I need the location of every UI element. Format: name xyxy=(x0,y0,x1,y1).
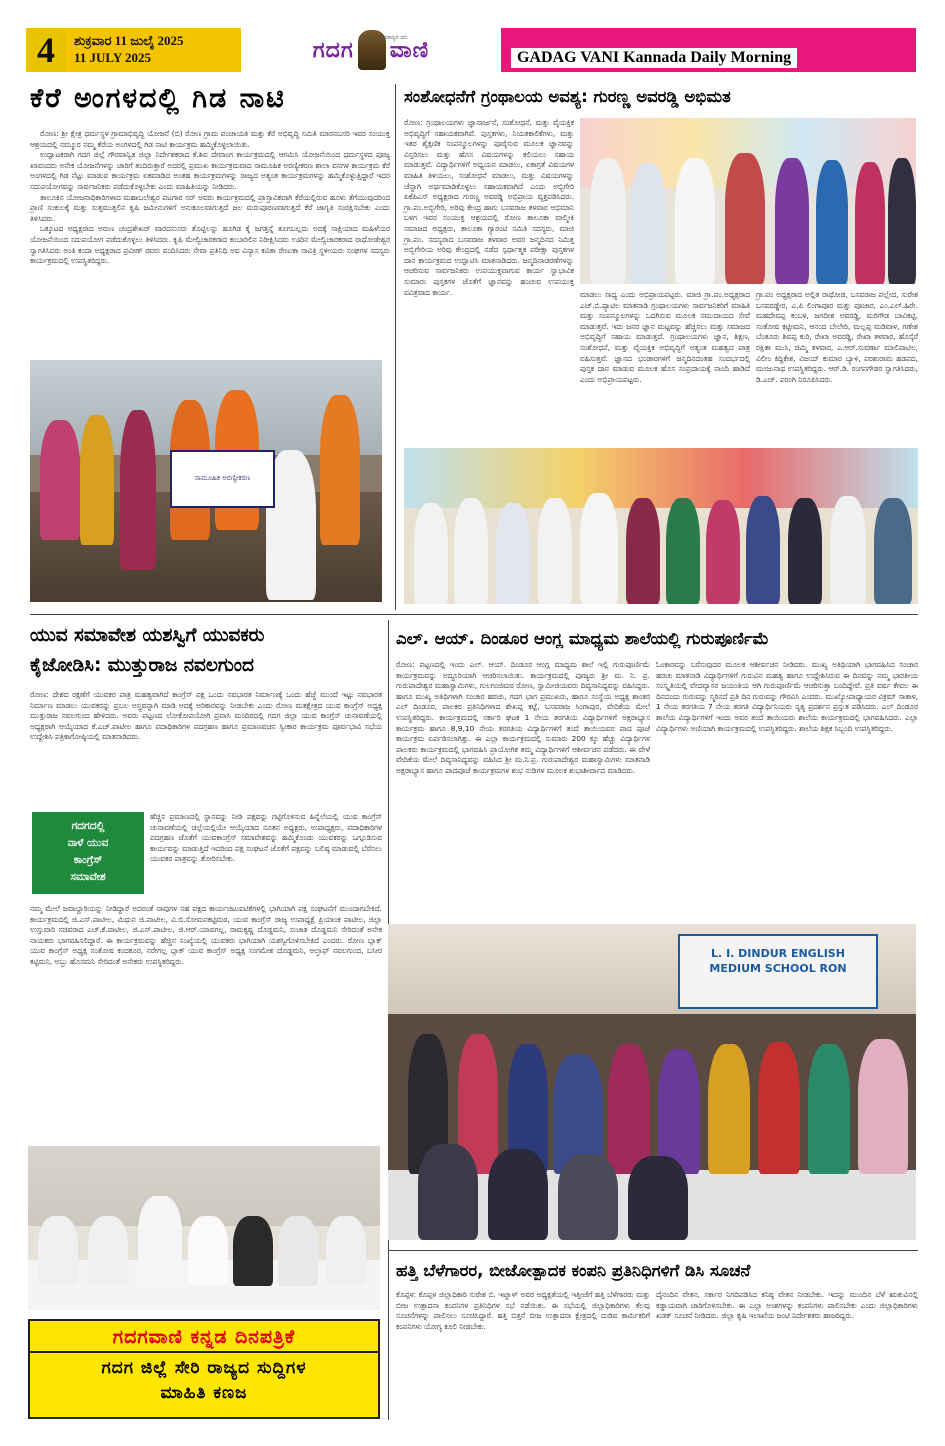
article3-photo xyxy=(28,1146,380,1310)
logo-text-right: ವಾಣಿ xyxy=(389,37,430,63)
section-divider xyxy=(30,614,918,615)
article1-headline: ಕೆರೆ ಅಂಗಳದಲ್ಲಿ ಗಿಡ ನಾಟಿ xyxy=(30,83,286,114)
date-english: 11 JULY 2025 xyxy=(74,50,152,65)
article1-para: ಉದ್ಘಾಟಕರಾಗಿ ಗದಗ ಜಿಲ್ಲೆ ಗೌರವಾನ್ವಿತ ಜಿಲ್ಲಾ ನಿರ್ದೇಶಕರಾದ ಕೆ.ಶಿವ ದೇವಾಂಗ ಕಾರ್ಯಕ್ರಮದಲ್ಲಿ ಆಗಮಿಸಿ ಯೋಜನೆಯಿಂದ ಧರ್ಮಸ್ಥಳದ ಪೂಜ್ಯ ಖಾವಂದರು ಅನೇಕ ಯೋಜನೆಗಳನ್ನು ಜಾರಿಗೆ ತಂದಿರುತ್ತಾರೆ ಅದರಲ್ಲಿ ಪ್ರಮುಖ ಕಾರ್ಯಕ್ರಮವಾದ ಸಾಮೂಹಿಕ ಅರಣ್ಯೀಕರಣ ಶಾಲಾ ವನಗಳ ಕಾರ್ಯಕ್ರಮ ಕೆರೆ ಅಂಗಳದಲ್ಲಿ ಗಿಡ ನೆಟ್ಟು ಮಾಡುವ ಕಾರ್ಯಕ್ರಮ ಏಕಮಾಡಿದ ಅಂತಹ ಕಾರ್ಯಕ್ರಮಗಳನ್ನು ರಾಜ್ಯದ ಅತ್ಯಂತ ಕಾರ್ಯಕ್ರಮಗಳನ್ನು ಹಮ್ಮಿಕೊಳ್ಳುತ್ತಿದ್ದಾರೆ ಇದರ ಸದುಪಯೋಗವನ್ನು ಸಾರ್ವಜನಿಕರು ಪಡೆದುಕೊಳ್ಳಬೇಕು ಎಂದು ಮಾಹಿತಿಯನ್ನು ನೀಡಿದರು. xyxy=(30,150,390,191)
article4-photo xyxy=(388,924,916,1240)
advert-line1: ಗದಗವಾಣಿ ಕನ್ನಡ ದಿನಪತ್ರಿಕೆ xyxy=(112,1326,296,1348)
article2-photo-top xyxy=(580,118,916,284)
article3-sidebar-box xyxy=(32,812,144,894)
article4-col2: ಓಂಕಾರವನ್ನು ಬರೆಸುವುದರ ಮೂಲಕ ಆಶೀರ್ವಚನ ನೀಡಿದರು. ಮುಖ್ಯ ಅತಿಥಿಯಾಗಿ ಭಾಗವಹಿಸಿದ ಸಂಚಾರ ಹರಚು ಮಾತನಾಡಿ ವಿದ್ಯಾರ್ಥಿಗಳಿಗೆ ಗುರುವಿನ ಮಹತ್ವ ಹಾಗೂ ಉದ್ದೇಶಿಸಿರುವ ಈ ದಿನವನ್ನು ನಮ್ಮ ಭಾರತೀಯ ಸಂಸ್ಕೃತಿಯಲ್ಲಿ ವೇದವ್ಯಾಸರ ಜಯಂತಿಯ ಆಗಿ ಗುರುಪೂರ್ಣಿಮೆ ಆಚರಿಸುತ್ತಾ ಬಂದಿದ್ದೇವೆ. ಪ್ರತಿ ವರ್ಷ ಕೇವಲ ಈ ದಿನದಂದು ಗುರುವನ್ನು ಸ್ಮರಿಸದೆ ಪ್ರತಿ ದಿನ ಗುರುವನ್ನು ಗೌರವಿಸಿ ಎಂದರು. ಮುಖ್ಯೋಪಾಧ್ಯಾಯರ ವಿಕ್ರಮ್ ಸಾತಾಳ, 1 ನೇಯ ತರಗತಿಯ 7 ನೇಯ ತರಗತಿ ವಿದ್ಯಾರ್ಥಿನಿಯರು ನೃತ್ಯ ಪ್ರದರ್ಶನ ಪ್ರಸ್ತುತ ಪಡಿಸಿದರು. ಎಲ್ ದಿಂಡೂರ ಶಾಲೆಯ ವಿದ್ಯಾರ್ಥಿಗಳಿಗೆ ಇಂದು ಅವರ ತಂದೆ ತಾಯಿಯರು ಶಾಲೆಯ ಕಾರ್ಯಕ್ರಮದಲ್ಲಿ ಭಾಗವಹಿಸಿದರು. ಎಲ್ಲಾ ವಿದ್ಯಾರ್ಥಿಗಳು ಅಣಿಯಾಗಿ ಕಾರ್ಯಕ್ರಮದಲ್ಲಿ ಉಪಸ್ಥಿತರಿದ್ದರು. ಶಾಲೆಯ ಶಿಕ್ಷಕ ಸಿಬ್ಬಂದಿ ಉಪಸ್ಥಿತರಿದ್ದರು. xyxy=(656,660,918,733)
article5-col1: ಕೊಪ್ಪಳ: ಕೊಪ್ಪಳ ಜಿಲ್ಲಾಧಿಕಾರಿ ಸುರೇಶ ಬಿ. ಇಟ್ನಾಳ್ ಅವರ ಅಧ್ಯಕ್ಷತೆಯಲ್ಲಿ ಇತ್ತೀಚೆಗೆ ಹತ್ತಿ ಬೆಳೆಗಾರರು ಮತ್ತು ಬೀಜ ಉತ್ಪಾದನಾ ಕಂಪನಿಗಳ ಪ್ರತಿನಿಧಿಗಳ ಸಭೆ ನಡೆಯಿತು. ಈ ಸಭೆಯಲ್ಲಿ ಜಿಲ್ಲಾಧಿಕಾರಿಗಳು ಕೆಲವು ಸೂಚನೆಗಳನ್ನು ಪಾಲಿಸಲು ಸೂಚಿಸಿದ್ದಾರೆ. ಹತ್ತಿ ಬಿತ್ತನೆ ಬೀಜ ಉತ್ಪಾದನಾ ಕ್ಷೇತ್ರದಲ್ಲಿ ದುಡಿವ ಕಾರ್ಮಿಕರಿಗೆ ಕಂಪನಿಗಳು ಯೋಗ್ಯ ಕೂಲಿ ನೀಡಬೇಕು. xyxy=(396,1290,650,1331)
article5-col2: ದೈನಂದಿನ ವೇತನ, ಸರ್ಕಾರ ನಿಗದಿಪಡಿಸಿದ ಕನಿಷ್ಠ ವೇತನ ನೀಡಬೇಕು. ಇದನ್ನು ಮುಂದಿನ ಬೆಳೆ ಋತುವಿನಲ್ಲಿ ಕಡ್ಡಾಯವಾಗಿ ಜಾರಿಗೊಳಿಸಬೇಕು. ಈ ಎಲ್ಲಾ ಅಂಶಗಳನ್ನು ಕಂಪನಿಗಳು ಪಾಲಿಸಬೇಕು ಎಂದು ಜಿಲ್ಲಾಧಿಕಾರಿಗಳು ಖಡಕ್ ಸೂಚನೆ ನೀಡಿದರು. ಜಿಲ್ಲಾ ಕೃಷಿ ಇಲಾಖೆಯ ಜಂಟಿ ನಿರ್ದೇಶಕರು ಹಾಜರಿದ್ದರು. xyxy=(656,1290,918,1321)
date-kannada: ಶುಕ್ರವಾರ 11 ಜುಲೈ 2025 xyxy=(74,33,184,48)
paper-name: GADAG VANI Kannada Daily Morning xyxy=(511,48,797,68)
newspaper-advert xyxy=(28,1319,380,1419)
advert-line2: ಗದಗ ಜಿಲ್ಲೆ ಸೇರಿ ರಾಜ್ಯದ ಸುದ್ದಿಗಳ xyxy=(101,1358,307,1378)
article3-body-bottom: ನಮ್ಮ ಮೇಲೆ ಜವಾಬ್ದಾರಿಯನ್ನು ನೀಡಿದ್ದಾರೆ ಅದರಂತೆ ನಾವುಗಳ ಸಹ ಪಕ್ಷದ ಕಾರ್ಯಚಟುವಟಿಕೆಗಳಲ್ಲಿ ಭಾಗಿಯಾಗಿ ಪಕ್ಷ ಸಂಘಟನೆಗೆ ಮುಂದಾಗಬೇಕಿದೆ. ಕಾರ್ಯಕ್ರಮದಲ್ಲಿ ಜಿ.ಎಸ್.ಪಾಟೀಲ, ಮಿಥುನ ಜಿ.ಪಾಟೀಲ, ವಿ.ಬಿ.ಸೋಮನಕಟ್ಟಿಮಠ, ಯುವ ಕಾಂಗ್ರೆಸ್ ರಾಜ್ಯ ಉಪಾಧ್ಯಕ್ಷೆ ಪ್ರಿಯಾಂಕ ಪಾಟೀಲ, ಜಿಲ್ಲಾ ಉಸ್ತುವಾರಿ ಸಚಿವರಾದ ಎಚ್.ಕೆ.ಪಾಟೀಲ, ಜಿ.ಎಸ್.ಪಾಟೀಲ, ಜಿ.ಆರ್.ಯಾವಗಲ್ಲ, ರಾಮಕೃಷ್ಣ ದೊಡ್ಡಮನಿ, ಸುಜಾತ ದೊಡ್ಡಮನಿ ಸೇರಿದಂತೆ ಅನೇಕ ನಾಯಕರು ಭಾಗವಹಿಸಲಿದ್ದಾರೆ. ಈ ಕಾರ್ಯಕ್ರಮವನ್ನು ಹೆಚ್ಚಿನ ಸಂಖ್ಯೆಯಲ್ಲಿ ಯುವಕರು ಭಾಗಿಯಾಗಿ ಯಶಸ್ವಿಗೊಳಿಸಬೇಕಿದೆ ಎಂದರು. ರೋಣ ಬ್ಲಾಕ್ ಯುವ ಕಾಂಗ್ರೆಸ್ ಅಧ್ಯಕ್ಷ ಸಂತೋಷ ಕಂದಕೂರ, ನರೇಗಲ್ಲ ಬ್ಲಾಕ್ ಯುವ ಕಾಂಗ್ರೆಸ್ ಅಧ್ಯಕ್ಷ ಸಂಗಮೇಶ ದೊಡ್ಡಮನಿ, ಅಲ್ತಾಫ್ ನವಲಗುಂದ, ಬಸೀರ ಕಟ್ಟಿಮನಿ, ಅಬ್ಬು ಹೊಸಮನಿ ಸೇರಿದಂತೆ ಅನೇಕರು ಉಪಸ್ಥಿತರಿದ್ದರು. xyxy=(30,904,382,966)
sidebar-line: ಸಮಾವೇಶ xyxy=(70,871,106,883)
article2-col3: ಗ್ರಾ.ಪಂ ಅಧ್ಯಕ್ಷರಾದ ಅಲ್ಲಿತ ರಾಥೋಡ, ಬಸವರಾಜ ಪಲ್ಲೇದ, ಸುರೇಶ ಬಸವರಡ್ಡೇರ, ಎ.ಪಿ ಲಿಂಗಾಪೂರ ಮತ್ತು ಪೂಜಾರ, ಎಂ.ಎಲ್.ಹಿರೇ. ಮಹದೇವಪ್ಪ ಕಂಬಳಿ, ಜಗದೀಶ ಅವರಡ್ಡಿ, ಮರಿಗೌಡ ಬಾವಿಕಟ್ಟಿ, ಸಂತೋಷ ಕಟ್ಟೀಮನಿ, ಆನಂದ ಬೇಲೇರಿ, ಮಲ್ಲಪ್ಪ ಮಡಿವಾಳ, ಗಣೇಶ ಬೆಂತೂರು ಶಿವಪ್ಪ ಕುರಿ, ರೇಖಾ ಅವರಡ್ಡಿ, ರೇಖಾ ತಳವಾರ, ಹೊಸ್ಕೆರೆ ರಕ್ಷಿತಾ ಮುಸಿ, ಚಿಮ್ಮಿ ತಳವಾರ, ಎ.ಆರ್.ಸುವರ್ಣಾ ಮಾಲಿಪಾಟಿಲ, ವಿಲೀಂ ಕಿದ್ದಿಕೇಶ, ವಿಜಯ್ ಕುಮಾರ ಬ್ಯಾಳಿ, ಪರಶುರಾಮ ಹಡಪದ, ಮಂಜುನಾಥ ಉಪಸ್ಥಿತರಿದ್ದರು. ಆರ್.ಡಿ. ರಂಗನಗೌಡರ ಸ್ವಾಗತಿಸಿದರು, ಡಿ.ಎಚ್. ಪರಂಗಿ ನಿರೂಪಿಸಿದರು. xyxy=(756,290,918,384)
advert-divider xyxy=(30,1351,378,1353)
page-number: 4 xyxy=(26,28,66,72)
newspaper-logo xyxy=(241,28,501,72)
sidebar-line: ಕಾಂಗ್ರೆಸ್ xyxy=(73,854,103,866)
article4-col1: ರೋಣ: ಪಟ್ಟಣದಲ್ಲಿ ಇಂದು ಎಲ್. ಆಯ್. ದಿಂಡೂರ ಆಂಗ್ಲ ಮಾಧ್ಯಮ ಶಾಲೆ ಇಲ್ಲಿ ಗುರುಪೂರ್ಣಿಮೆ ಕಾರ್ಯಕ್ರಮವನ್ನು ಅದ್ದೂರಿಯಾಗಿ ಆಚರಿಸಲಾಯಿತು. ಕಾರ್ಯಕ್ರಮದಲ್ಲಿ ಪೂಜ್ಯರು ಶ್ರೀ ಮ. ನಿ. ಪ್ರ. ಗುರುಪಾದೇಶ್ವರ ಮಹಾಸ್ವಾಮಿಗಳು, ಗುಲಗಂಜಿಮಠ ರೋಣ, ಸ್ವಾಮೀಜಿಯವರು ದಿವ್ಯಸಾನಿಧ್ಯವನ್ನು ವಹಿಸಿದ್ದರು. ಹಾಗೂ ಮುಖ್ಯ ಅತಿಥಿಗಳಾಗಿ ಸಂಚಾರ ಹರಚು, ಗದಗ ಭಾಗ ಪ್ರಮುಖರು, ಹಾಗೂ ಸಂಸ್ಥೆಯ ಅಧ್ಯಕ್ಷ ಶಾಂತರ ಎಲ್ ದಿಂಡೂರ, ಪಾಲಕರ ಪ್ರತಿನಿಧಿಗಳಾದ ಶೇಖಪ್ಪ ಕಟ್ಟೆ, ಬಸವರಾಜ ಸಿಂಗಾಪುರ, ವೇದಿಕೆಯ ಮೇಲೆ ಉಪಸ್ಥಿತರಿದ್ದರು. ಕಾರ್ಯಕ್ರಮದಲ್ಲಿ ಸರ್ಕಾರಿ ಘಟಕ 1 ನೇಯ ತರಗತಿಯ ವಿದ್ಯಾರ್ಥಿಗಳಿಗೆ ಅಕ್ಷರಾಭ್ಯಾಸ ಕಾರ್ಯಕ್ರಮ ಹಾಗೂ 8,9,10 ನೇಯ ತರಗತಿಯ ವಿದ್ಯಾರ್ಥಿಗಳಿಗೆ ತಂದೆ ತಾಯಿಯವರ ಪಾದ ಪೂಜೆ ಕಾರ್ಯಕ್ರಮ ಏರ್ಪಡಿಸಲಾಗಿತ್ತು. ಈ ಎಲ್ಲಾ ಕಾರ್ಯಕ್ರಮದಲ್ಲಿ ಸುಮಾರು 200 ಕ್ಕೂ ಹೆಚ್ಚು ವಿದ್ಯಾರ್ಥಿಗಳ ಪಾಲಕರು ಕಾರ್ಯಕ್ರಮದಲ್ಲಿ ಭಾಗವಹಿಸಿ ಪ್ರಾಯೋಗಿಕ ತಮ್ಮ ವಿದ್ಯಾರ್ಥಿಗಳಿಗೆ ಆಶೀರ್ವಚನ ಪಡೆದರು. ಈ ವೇಳೆ ವೇದಿಕೆಯ ಮೇಲೆ ದಿವ್ಯಸಾನಿಧ್ಯವನ್ನು ವಹಿಸಿದ ಶ್ರೀ ಮ.ನಿ.ಪ್ರ. ಗುರುಪಾದೇಶ್ವರ ಮಹಾಸ್ವಾಮಿಗಳು ಮಾತನಾಡಿ ಅಕ್ಷರಾಭ್ಯಾಸ ಹಾಗೂ ಪಾದಪೂಜೆ ಕಾರ್ಯಕ್ರಮಗಳ ಶುಭ ನುಡಿಗಳ ಮೂಲಕ ಶುಭಾಶೀರ್ವಾದ ಮಾಡಿದರು. xyxy=(396,660,650,775)
article3-headline-line1: ಯುವ ಸಮಾವೇಶ ಯಶಸ್ವಿಗೆ ಯುವಕರು xyxy=(30,625,265,646)
article1-para: ರೋಣ: ಶ್ರೀ ಕ್ಷೇತ್ರ ಧರ್ಮಸ್ಥಳ ಗ್ರಾಮಾಭಿವೃದ್ಧಿ ಯೋಜನೆ (ಬಿ) ರೋಣ ಗ್ರಾಮ ಪಂಚಾಯತಿ ಮತ್ತು ಕೆರೆ ಅಭಿವೃದ್ಧಿ ಸಮಿತಿ ಮಾರನಬಸರಿ ಇವರ ಸಂಯುಕ್ತ ಆಶ್ರಯದಲ್ಲಿ ನಮ್ಮೂರ ನಮ್ಮ ಕೆರೆಯ ಅಂಗಳದಲ್ಲಿ ಗಿಡ ನಾಟಿ ಕಾರ್ಯಕ್ರಮ ಹಮ್ಮಿಕೊಳ್ಳಲಾಯಿತು. xyxy=(30,129,390,149)
logo-tagline: ಇದು ಜನಸಾಮಾನ್ಯರ ದನಿ xyxy=(359,34,408,41)
article1-para: ತಾಲೂಕಿನ ಯೋಜನಾಧಿಕಾರಿಗಳಾದ ಮಹಾಬಲೇಶ್ವರ ಪಟಗಾರ ಸರ್ ಅವರು ಕಾರ್ಯಕ್ರಮದಲ್ಲಿ ಪ್ರಾಸ್ತಾವಿಕವಾಗಿ ಕೆರೆಯಲ್ಲಿರುವ ಹೂಳು ತೆಗೆಯುವುದರಿಂದ ಪ್ರಾಣಿ ಸಂಕುಲಕ್ಕೆ ಮತ್ತು ಸುತ್ತಮುತ್ತಲಿನ ಕೃಷಿ ಜಮೀನುಗಳಿಗೆ ಅನುಕೂಲವಾಗುತ್ತದೆ ಜಲ ಮರುಪೂರಣವಾಗುತ್ತದೆ ಕೆರೆ ಜಾಗೃತಿ ಸಂರಕ್ಷಿಸಬೇಕು ಎಂದು ತಿಳಿಸಿದರು. xyxy=(30,192,390,223)
article2-col2: ಮಾಡಲು ಸಾಧ್ಯ ಎಂದು ಅಭಿಪ್ರಾಯಪಟ್ಟರು. ಮಾಜಿ ಗ್ರಾ.ಪಂ.ಅಧ್ಯಕ್ಷರಾದ ಎಚ್.ಬಿ.ಪ್ಯಾಟಿಲ ಮಾತನಾಡಿ ಗ್ರಂಥಾಲಯಗಳು ಸಾರ್ವಜನಿಕರಿಗೆ ಮಾಹಿತಿ ಮತ್ತು ಸಂಪನ್ಮೂಲಗಳನ್ನು ಒದಗಿಸುವ ಮೂಲಕ ಸಮುದಾಯದ ಸೇವೆ ಮಾಡುತ್ತವೆ. ಇದು ಜನರ ಜ್ಞಾನ ಮಟ್ಟವನ್ನು ಹೆಚ್ಚಿಸಲು ಮತ್ತು ಸಮಾಜದ ಅಭಿವೃದ್ಧಿಗೆ ಸಹಾಯ ಮಾಡುತ್ತದೆ. ಗ್ರಂಥಾಲಯಗಳು ಜ್ಞಾನ, ಶಿಕ್ಷಣ, ಸಂಶೋಧನೆ, ಮತ್ತು ವೈಯಕ್ತಿಕ ಅಭಿವೃದ್ಧಿಗೆ ಅತ್ಯಂತ ಮಹತ್ವದ ಪಾತ್ರ ವಹಿಸುತ್ತವೆ. ಜ್ಞಾನದ ಭಂಡಾರಗಳಿಗೆ ಜನ್ಮದಿನದಂತಹ ಸಂದರ್ಭದಲ್ಲಿ ಪುಸ್ತಕ ದಾನ ಮಾಡುವ ಮೂಲಕ ಹೊಸ ಸಂಪ್ರದಾಯಕ್ಕೆ ನಾಂದಿ ಹಾಡಿದೆ ಎಂದು ಅಭಿಪ್ರಾಯಪಟ್ಟರು. xyxy=(580,290,750,384)
article3-body-top: ರೋಣ: ದೇಶದ ರಕ್ಷಣೆಗೆ ಯುವಕರ ಪಾತ್ರ ಮಹತ್ವವಾಗಿದೆ ಕಾಂಗ್ರೆಸ್ ಪಕ್ಷ ಒಂದು ನವಭಾರತ ನಿರ್ಮಾಣಕ್ಕೆ ಒಂದು ಹೆಜ್ಜೆ ಮುಂದೆ ಇಟ್ಟು ನವಭಾರತ ನಿರ್ಮಾಣ ಮಾಡಲು ಯುವಕರನ್ನು ಪ್ರಬಲ ಅಸ್ತ್ರವನ್ನಾಗಿ ಮಾಡಿ ಅದಕ್ಕೆ ಅರಿಕಾರವನ್ನು ನೀಡಬೇಕು ಎಂದು ರೋಣ ಮತಕ್ಷೇತ್ರದ ಯುವ ಕಾಂಗ್ರೆಸ್ ಅಧ್ಯಕ್ಷ ಮುತ್ತುರಾಜ ನವಲಗುಂದ ಹೇಳಿದರು. ಅವರು ಪಟ್ಟಣದ ಲೋಕೋಪಯೋಗಿ ಪ್ರವಾಸಿ ಮಂದಿರದಲ್ಲಿ ಗದಗ ಜಿಲ್ಲಾ ಯುವ ಕಾಂಗ್ರೆಸ್ ಚುನಾವಣೆಯಲ್ಲಿ ಅಧ್ಯಕ್ಷರಾಗಿ ಆಯ್ಕೆಯಾದ ಕೆ.ಎಚ್.ಪಾಟೀಲ ಹಾಗೂ ಪದಾಧಿಕಾರಿಗಳ ಪದಗ್ರಹಣ ಹಾಗೂ ಪ್ರಮಾಣವಚನ ಸ್ವೀಕಾರ ಕಾರ್ಯಕ್ರಮ ಪೂರ್ವಭಾವಿ ಸಭೆಯ ಉದ್ದೇಶಿಸಿ ಪತ್ರಿಕಾಗೋಷ್ಠಿಯಲ್ಲಿ ಮಾತನಾಡಿದರು. xyxy=(30,690,382,742)
section-divider xyxy=(388,1250,918,1251)
article5-headline: ಹತ್ತಿ ಬೆಳೆಗಾರರ, ಬೀಜೋತ್ಪಾದಕ ಕಂಪನಿ ಪ್ರತಿನಿಧಿಗಳಿಗೆ ಡಿಸಿ ಸೂಚನೆ xyxy=(396,1261,751,1280)
article1-para: ಒಕ್ಕೂಟದ ಅಧ್ಯಕ್ಷರಾದ ಅರುಣ ಚಂದ್ರಶೇಖರ್ ವಾರದಸುಸರು ತೊಟ್ಟಿಲನ್ನು ಹೂಗಿಡ ಕೈ ಜಗತ್ತನ್ನೆ ತೂಗಬಲ್ಲದು ಅದಕ್ಕೆ ಸಾಕ್ಷಿಯಾದ ಮಹಿಳೆಯರ ಯೋಜನೆಯಿಂದ ಸದುಪಯೋಗ ಪಡೆದುಕೊಳ್ಳಲು ತಿಳಿಸಿದರು. ಕೃಷಿ ಮೇಲ್ವಿಚಾರಕರಾದ ಕಂಬಾರಿಲಿನ ನಿರೀಕ್ಷಿಸಿದರು ಊರಿನ ಮೇಲ್ವಿಚಾರಕರಾದ ರಾಥೋಡೇಶ್ವರ ಸ್ವಾಗತಿಸಿದರು ಅಂತಿ ಕಂದಾ ಅಧ್ಯಕ್ಷರಾದ ಪ್ರವೀಣ್ ರವರು ವಂದಿಸಿದರು ಸೇವಾ ಪ್ರತಿನಿಧಿ ಅವ ವಿನ್ಯಾಸ ಕವಿತಾ ರೇಣುಕಾ ಸಾವಿತ್ರಿ ಸ್ಥಳೀಯರು ಸಂಘಗಳ ಸದಸ್ಯರು ಕಾರ್ಯಕ್ರಮದಲ್ಲಿ ಉಪಸ್ಥಿತರಿದ್ದರು. xyxy=(30,224,390,266)
article2-col1: ರೋಣ: ಗ್ರಂಥಾಲಯಗಳು ಜ್ಞಾನಾರ್ಜನೆ, ಸಂಶೋಧನೆ, ಮತ್ತು ವೈಯಕ್ತಿಕ ಅಭಿವೃದ್ಧಿಗೆ ಸಹಾಯಕವಾಗಿವೆ. ಪುಸ್ತಕಗಳು, ನಿಯತಕಾಲಿಕೆಗಳು, ಮತ್ತು ಇತರ ಶೈಕ್ಷಣಿಕ ಸಂಪನ್ಮೂಲಗಳನ್ನು ಪೂರೈಸುವ ಮೂಲಕ ಜ್ಞಾನವನ್ನು ವಿಸ್ತರಿಸಲು ಮತ್ತು ಹೊಸ ವಿಷಯಗಳನ್ನು ಕಲಿಯಲು ಸಹಾಯ ಮಾಡುತ್ತವೆ. ವಿದ್ಯಾರ್ಥಿಗಳಿಗೆ ಅಧ್ಯಯನ ಮಾಡಲು, ಏಕಾಗ್ರತೆ ವಿಷಯಗಳ ಮಾಹಿತಿ ತಿಳಿಯಲು, ಸಂಶೋಧನೆ ಮಾಡಲು, ಮತ್ತು ವಿಷಯಗಳನ್ನು ಚೆನ್ನಾಗಿ ಅರ್ಥಮಾಡಿಕೊಳ್ಳಲು ಸಹಾಯಕವಾಗಿದೆ ಎಂದು ಅಬ್ಬಿಗೇರಿ ಪಿಕೆಪಿಎಸ್ ಅಧ್ಯಕ್ಷರಾದ ಗುರಣ್ಣ ಅವರಡ್ಡಿ ಅಭಿಪ್ರಾಯ ವ್ಯಕ್ತಪಡಿಸಿದರು. ಗ್ರಾ.ಪಂ.ಅಬ್ಬಿಗೇರಿ, ಅರಿವು ಕೇಂದ್ರ ಹಾಗು ಬಸವರಾಜ ತಳವಾರ ಅಭಿಮಾನಿ ಬಳಗ ಇವರ ಸಂಯುಕ್ತ ಆಶ್ರಯದಲ್ಲಿ ರೋಣ ತಾಲೂಕಾ ವಾಲ್ಮೀಕಿ ಸಮಾಜದ ಅಧ್ಯಕ್ಷರು, ತಾಲೂಕಾ ಗ್ಯಾರಂಟಿ ಸಮಿತಿ ಸದಸ್ಯರು, ಮಾಜಿ ಗ್ರಾ.ಪಂ. ಸದಸ್ಯರಾದ ಬಸವರಾಜ ತಳವಾರ ಅವರ ಜನ್ಮದಿನದ ನಿಮಿತ್ತ ಅಬ್ಬಿಗೇರಿಯ ಅರಿವು ಕೇಂದ್ರದಲ್ಲಿ ನಡೆದ ಸ್ಪರ್ಧಾತ್ಮಕ ಪರೀಕ್ಷಾ ಪುಸ್ತಕಗಳ ದಾನ ಕಾರ್ಯಕ್ರಮದ ಉದ್ಘಾಟಿಸಿ ಮಾತನಾಡಿದರು. ಜನ್ಮದಿನಾಚರಣೆಗಳನ್ನು ಆಚರಿಸುವ ಸಾರ್ವಜನಿಕರು ಉಪಯುಕ್ತವಾಗುವ ಕಾರ್ಯ ಸ್ವಾಭಾವಿಕ ಸುಮಾರು ಪುಸ್ತಕಗಳ ಜೊತೆಗೆ ಜ್ಞಾನವನ್ನು ಹಂಚುವ ಉಪಯುಕ್ತ ಪವಿತ್ರವಾದ ಕಾರ್ಯ. xyxy=(404,118,574,297)
article3-headline-line2: ಕೈಜೋಡಿಸಿ: ಮುತ್ತುರಾಜ ನವಲಗುಂದ xyxy=(30,655,254,676)
school-banner-text: L. I. DINDUR ENGLISH MEDIUM SCHOOL RON xyxy=(709,947,847,975)
article1-photo-banner: ಸಾಮೂಹಿಕ ಅರಣ್ಯೀಕರಣ xyxy=(170,450,275,508)
article4-headline: ಎಲ್. ಆಯ್. ದಿಂಡೂರ ಆಂಗ್ಲ ಮಾಧ್ಯಮ ಶಾಲೆಯಲ್ಲಿ ಗುರುಪೂರ್ಣಿಮೆ xyxy=(396,629,769,648)
article1-body xyxy=(30,129,390,355)
advert-line3: ಮಾಹಿತಿ ಕಣಜ xyxy=(160,1383,248,1403)
article3-body-side: ಹೆಚ್ಚಿನ ಪ್ರಮಾಣದಲ್ಲಿ ಸ್ಥಾನವನ್ನು ನೀಡಿ ಪಕ್ಷವನ್ನು ಗಟ್ಟಿಗೊಳಿಸುವ ಹಿನ್ನೆಲೆಯಲ್ಲಿ ಯುವ ಕಾಂಗ್ರೆಸ್ ಚುನಾವಣೆಯಲ್ಲಿ ಚಿಲ್ಲೆಯಲ್ಲಿಯೇ ಆಯ್ಕೆಯಾದ ನೂತನ ಅಧ್ಯಕ್ಷರು, ಉಪಾಧ್ಯಕ್ಷರು, ಪದಾಧಿಕಾರಿಗಳ ಪದಗ್ರಹಣ ಜೊತೆಗೆ ಯುವಕಾಂಗ್ರೆಸ್ ಸಮಾವೇಶವನ್ನು ಹಮ್ಮಿಕೊಂಡು ಯುವಕರನ್ನು ಒಗ್ಗೂಡಿಸುವ ಕಾರ್ಯವನ್ನು ಮಾಡುತ್ತಿದೆ ಇದರಿಂದ ಪಕ್ಷ ಸಂಘಟನೆ ಜೊತೆಗೆ ಪಕ್ಷವನ್ನು ಬಲಿಷ್ಠ ಮಾಡುವಲ್ಲಿ ಬೆರೆಸಲು ಯುವಕರ ಪಾತ್ರವನ್ನು ತೋರಿಸಬೇಕು. xyxy=(150,812,382,864)
logo-text-left: ಗದಗ xyxy=(312,37,354,63)
sidebar-line: ನಾಳೆ ಯುವ xyxy=(67,837,109,849)
column-divider xyxy=(395,84,396,610)
masthead xyxy=(26,28,916,72)
school-banner xyxy=(678,934,878,1009)
article2-headline: ಸಂಶೋಧನೆಗೆ ಗ್ರಂಥಾಲಯ ಅವಶ್ಯ: ಗುರಣ್ಣ ಅವರಡ್ಡಿ ಅಭಿಮತ xyxy=(404,87,731,106)
article2-photo-bottom xyxy=(404,448,918,604)
sidebar-line: ಗದಗದಲ್ಲಿ xyxy=(71,820,105,832)
date-box xyxy=(66,28,241,72)
masthead-bar xyxy=(501,28,916,72)
article1-photo xyxy=(30,360,382,602)
